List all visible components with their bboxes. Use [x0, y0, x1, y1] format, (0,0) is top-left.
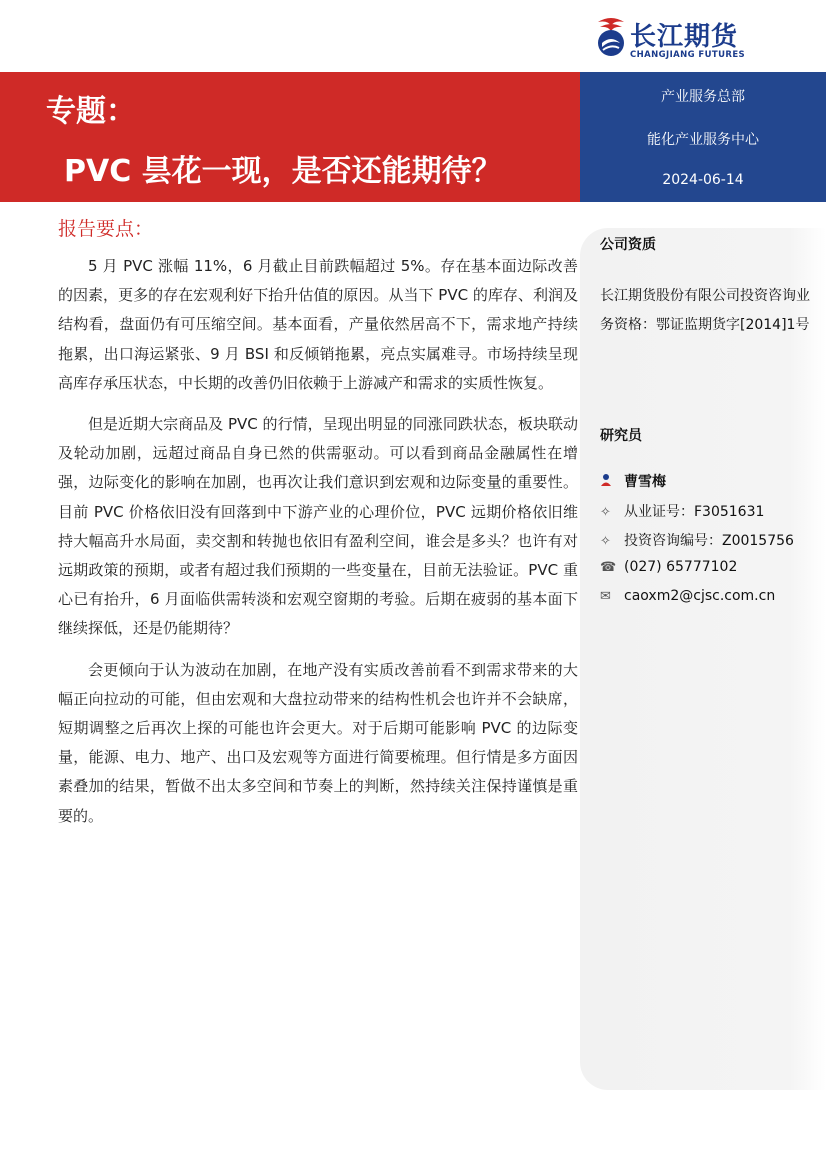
consult-row: [600, 530, 794, 550]
summary-paragraph: 但是近期大宗商品及 PVC 的行情，呈现出明显的同涨同跌状态，板块联动及轮动加剧，远超过商品自身已然的供需驱动。可以看到商品金融属性在增强，边际变化的影响在加剧，也再次让我们意识到宏观和边际变量的重要性。目前 PVC 价格依旧没有回落到中下游产业的心理价位，PVC 远期价格依旧维持大幅高升水局面，卖交割和转抛也依旧有盈利空间，谁会是多头？也许有对远期政策的预期，或者有超过我们预期的一些变量在，目前无法验证。PVC 重心已有抬升，6 月面临供需转淡和宏观空窗期的考验。后期在疲弱的基本面下继续探低，还是仍能期待？: [58, 415, 578, 638]
department-name: 产业服务总部: [661, 89, 745, 105]
logo-mark-icon: [594, 14, 628, 58]
center-name: 能化产业服务中心: [647, 132, 759, 148]
logo-name-en: CHANGJIANG FUTURES: [630, 50, 746, 60]
report-title: PVC 昙花一现，是否还能期待？: [64, 154, 502, 189]
company-logo: [594, 14, 764, 62]
email-address[interactable]: caoxm2@cjsc.com.cn: [624, 588, 776, 604]
department-banner: [580, 72, 826, 202]
researcher-name: 曹雪梅: [624, 474, 666, 490]
phone-row: [600, 559, 737, 575]
researcher-name-row: [600, 471, 666, 491]
license-row: [600, 501, 764, 521]
report-label: 专题：: [46, 94, 136, 129]
title-banner: [0, 72, 580, 202]
summary-heading: 报告要点：: [58, 218, 154, 240]
diamond-icon: ✧: [600, 505, 611, 520]
company-qualification-text: 长江期货股份有限公司投资咨询业务资格：鄂证监期货字[2014]1号: [600, 288, 810, 333]
sidebar-panel: [580, 228, 826, 1090]
email-row: [600, 588, 775, 604]
license-number: 从业证号：F3051631: [624, 504, 765, 520]
company-qualification-heading: 公司资质: [600, 237, 656, 253]
logo-name-cn: 长江期货: [630, 22, 739, 52]
summary-body: [58, 252, 578, 843]
person-icon: [600, 473, 624, 490]
consult-number: 投资咨询编号：Z0015756: [624, 533, 794, 549]
summary-paragraph: 会更倾向于认为波动在加剧，在地产没有实质改善前看不到需求带来的大幅正向拉动的可能，但由宏观和大盘拉动带来的结构性机会也许并不会缺席，短期调整之后再次上探的可能也许会更大。对于后期可能影响 PVC 的边际变量，能源、电力、地产、出口及宏观等方面进行简要梳理。但行情是多方面因素叠加的结果，暂做不出太多空间和节奏上的判断，然持续关注保持谨慎是重要的。: [58, 660, 578, 825]
researcher-heading: 研究员: [600, 428, 642, 444]
diamond-icon: ✧: [600, 534, 611, 549]
envelope-icon: ✉: [600, 589, 611, 604]
summary-paragraph: 5 月 PVC 涨幅 11%，6 月截止目前跌幅超过 5%。存在基本面边际改善的因素，更多的存在宏观利好下抬升估值的原因。从当下 PVC 的库存、利润及结构看，盘面仍有可压缩空间。基本面看，产量依然居高不下，需求地产持续拖累，出口海运紧张、9 月 BSI 和反倾销拖累，亮点实属难寻。市场持续呈现高库存承压状态，中长期的改善仍旧依赖于上游减产和需求的实质性恢复。: [58, 257, 578, 392]
report-date: 2024-06-14: [662, 172, 744, 188]
phone-number: (027) 65777102: [624, 559, 738, 575]
phone-icon: ☎: [600, 560, 617, 575]
